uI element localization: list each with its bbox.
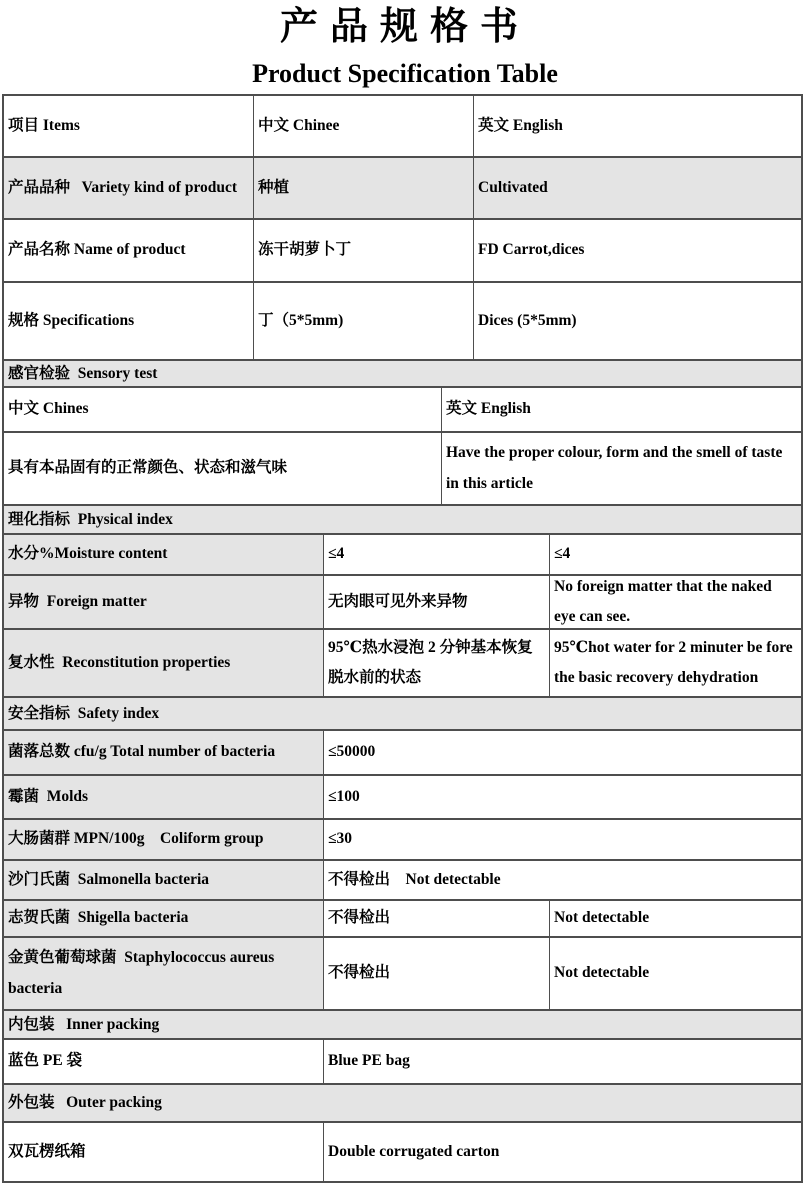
staphylococcus-label: 金黄色葡萄球菌 Staphylococcus aureus bacteria (4, 938, 324, 1009)
salmonella-label: 沙门氏菌 Salmonella bacteria (4, 861, 324, 899)
row-sensory-section (4, 361, 801, 388)
inner-packing-zh: 蓝色 PE 袋 (4, 1040, 324, 1083)
physical-section-title: 理化指标 Physical index (4, 506, 801, 533)
coliform-label: 大肠菌群 MPN/100g Coliform group (4, 820, 324, 859)
variety-label: 产品品种 Variety kind of product (4, 158, 254, 218)
product-name-en: FD Carrot,dices (478, 241, 585, 259)
product-spec-table (2, 94, 803, 1183)
shigella-en: Not detectable (554, 909, 650, 927)
coliform-value: ≤30 (328, 830, 353, 848)
reconstitution-label: 复水性 Reconstitution properties (4, 630, 324, 696)
staphylococcus-en: Not detectable (554, 964, 650, 982)
header-items: 项目 Items (4, 96, 254, 156)
staphylococcus-zh: 不得检出 (324, 938, 550, 1009)
shigella-label: 志贺氏菌 Shigella bacteria (4, 901, 324, 936)
row-product-name (4, 220, 801, 283)
outer-packing-section-title: 外包装 Outer packing (4, 1085, 801, 1121)
page-title-chinese: 产品规格书 (279, 6, 530, 48)
header-chinese: 中文 Chinee (254, 96, 474, 156)
product-name-label: 产品名称 Name of product (4, 220, 254, 281)
inner-packing-section-title: 内包装 Inner packing (4, 1011, 801, 1038)
row-staphylococcus (4, 938, 801, 1011)
variety-en: Cultivated (474, 158, 801, 218)
spec-label: 规格 Specifications (4, 283, 254, 359)
row-reconstitution (4, 630, 801, 698)
row-moisture (4, 535, 801, 576)
page-title-english: Product Specification Table (252, 58, 558, 88)
bacteria-total-label: 菌落总数 cfu/g Total number of bacteria (4, 731, 324, 774)
foreign-matter-en: No foreign matter that the naked eye can see. (554, 577, 776, 626)
safety-section-title: 安全指标 Safety index (4, 698, 801, 729)
salmonella-value: 不得检出 Not detectable (328, 870, 501, 888)
moisture-label: 水分%Moisture content (4, 535, 324, 574)
sensory-col-en: 英文 English (446, 400, 531, 418)
molds-label: 霉菌 Molds (4, 776, 324, 818)
row-shigella (4, 901, 801, 938)
row-sensory-columns (4, 388, 801, 433)
foreign-matter-zh: 无肉眼可见外来异物 (324, 576, 550, 628)
bacteria-total-value: ≤50000 (328, 743, 376, 761)
molds-value: ≤100 (328, 787, 360, 805)
moisture-en: ≤4 (554, 545, 571, 563)
variety-zh: 种植 (254, 158, 474, 218)
row-coliform (4, 820, 801, 861)
outer-packing-en: Double corrugated carton (328, 1142, 500, 1160)
row-specifications (4, 283, 801, 361)
row-bacteria-total (4, 731, 801, 776)
product-name-zh: 冻干胡萝卜丁 (254, 220, 474, 281)
sensory-desc-en: Have the proper colour, form and the smell of taste in this article (446, 444, 787, 492)
inner-packing-en: Blue PE bag (328, 1052, 410, 1070)
row-safety-section (4, 698, 801, 731)
sensory-section-title: 感官检验 Sensory test (4, 361, 801, 386)
row-variety (4, 158, 801, 220)
spec-zh: 丁（5*5mm) (254, 283, 474, 359)
row-physical-section (4, 506, 801, 535)
row-outer-packing (4, 1123, 801, 1181)
spec-document-page (0, 4, 810, 1183)
row-molds (4, 776, 801, 820)
outer-packing-zh: 双瓦楞纸箱 (4, 1123, 324, 1181)
header-english: 英文 English (478, 116, 563, 134)
row-foreign-matter (4, 576, 801, 630)
moisture-zh: ≤4 (324, 535, 550, 574)
row-salmonella (4, 861, 801, 901)
foreign-matter-label: 异物 Foreign matter (4, 576, 324, 628)
reconstitution-en: 95℃hot water for 2 minuter be fore the basic recovery dehydration (554, 638, 797, 687)
shigella-zh: 不得检出 (324, 901, 550, 936)
row-inner-packing (4, 1040, 801, 1085)
sensory-col-zh: 中文 Chines (4, 388, 442, 431)
reconstitution-zh: 95℃热水浸泡 2 分钟基本恢复脱水前的状态 (324, 630, 550, 696)
spec-en: Dices (5*5mm) (478, 311, 577, 329)
row-inner-packing-section (4, 1011, 801, 1040)
row-sensory-description (4, 433, 801, 506)
sensory-desc-zh: 具有本品固有的正常颜色、状态和滋气味 (4, 433, 442, 504)
row-outer-packing-section (4, 1085, 801, 1123)
row-items-header (4, 96, 801, 158)
